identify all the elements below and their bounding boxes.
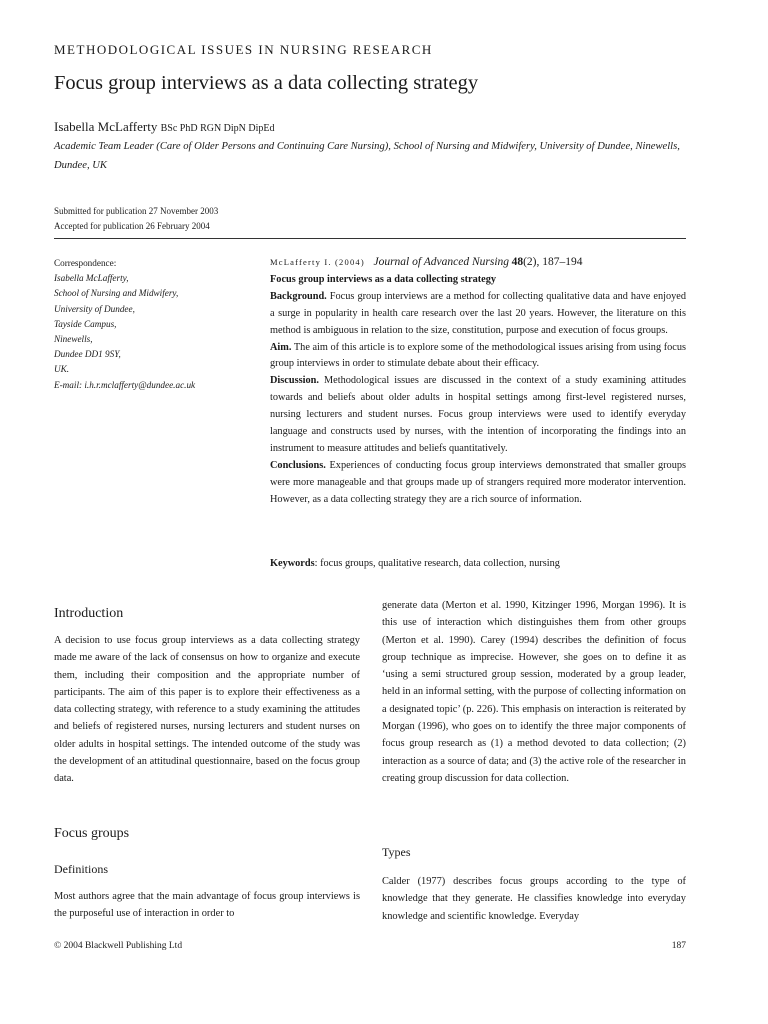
correspondence-line: Dundee DD1 9SY, (54, 349, 121, 360)
right-column-paragraph: generate data (Merton et al. 1990, Kitzinger 1996, Morgan 1996). It is this use of interaction which distinguishes them from other groups (Merton et al. 1990). Carey (1994) describes the definition of focus group technique as imprecise. However, she goes on to define it as ‘using a semi structured group session, moderated by a group leader, held in an informal setting, with the purpose of collecting information on a designated topic’ (p. 226). This emphasis on interaction is reiterated by Morgan (1996), who goes on to identify the three major components of focus group research as (1) a method devoted to data collection; (2) interaction as a source of data; and (3) the active role of the researcher in creating group discussion for data collection. (382, 600, 686, 784)
citation-volume: 48 (511, 256, 524, 268)
header-divider (54, 238, 686, 239)
types-paragraph: Calder (1977) describes focus groups according to the type of knowledge that they generate. He classifies knowledge into everyday knowledge and scientific knowledge. Everyday (382, 876, 686, 922)
submitted-date: Submitted for publication 27 November 2003 (54, 206, 219, 216)
abstract-title: Focus group interviews as a data collecting strategy (270, 273, 497, 285)
discussion-text: Methodological issues are discussed in the context of a study examining attitudes towards and beliefs about older adults in hospital settings among first-level registered nurses, nursing lecturers and student nurses. Focus group interviews were used to identify everyday language and constructs used by nurses, with the intention of incorporating the findings into an instrument to measure attitudes and beliefs quantitatively. (270, 375, 686, 454)
author-credentials: BSc PhD RGN DipN DipEd (160, 123, 275, 134)
correspondence-line: Isabella McLafferty, (54, 273, 129, 284)
abstract-conclusions (270, 458, 686, 509)
keywords (270, 558, 560, 569)
conclusions-label: Conclusions. (270, 459, 326, 471)
citation-pages: (2), 187–194 (523, 256, 583, 268)
background-label: Background. (270, 290, 327, 302)
citation-journal: Journal of Advanced Nursing (373, 256, 510, 268)
definitions-paragraph: Most authors agree that the main advantage of focus group interviews is the purposeful use of interaction in order to (54, 891, 360, 920)
article-title: Focus group interviews as a data collecting strategy (54, 72, 479, 94)
author-name: Isabella McLafferty (54, 119, 158, 134)
introduction-paragraph: A decision to use focus group interviews as a data collecting strategy made me aware of the lack of consensus on how to organize and execute them, including their composition and the appropriate number of participants. The aim of this paper is to explore their effectiveness as a data collecting strategy, with reference to a study examining the attitudes and beliefs of registered nurses, nursing lecturers and student nurses on older adults in hospital settings. The intended outcome of the study was the development of an attitudinal questionnaire, based on the focus group data. (54, 635, 360, 785)
author-line (54, 119, 275, 135)
keywords-label: Keywords (270, 558, 315, 569)
correspondence-email: E-mail: i.h.r.mclafferty@dundee.ac.uk (54, 379, 196, 390)
correspondence-line: UK. (54, 364, 70, 375)
correspondence-block (54, 256, 254, 393)
aim-text: The aim of this article is to explore some of the methodological issues arising from using focus group interviews in order to stimulate debate about their efficacy. (270, 341, 686, 370)
keywords-colon: : (314, 558, 321, 569)
citation-line (270, 254, 686, 272)
abstract-aim (270, 340, 686, 374)
journal-section-heading: METHODOLOGICAL ISSUES IN NURSING RESEARCH (54, 42, 433, 57)
conclusions-text: Experiences of conducting focus group interviews demonstrated that smaller groups were more manageable and that groups made up of strangers required more moderator intervention. However, as a data collecting strategy they are a rich source of information. (270, 459, 687, 505)
introduction-heading: Introduction (54, 606, 124, 621)
correspondence-label: Correspondence: (54, 258, 117, 268)
publication-dates (54, 204, 218, 234)
focus-groups-heading: Focus groups (54, 826, 130, 841)
correspondence-line: School of Nursing and Midwifery, (54, 288, 179, 299)
page-number: 187 (671, 941, 686, 951)
accepted-date: Accepted for publication 26 February 2004 (54, 221, 210, 231)
abstract-discussion (270, 373, 686, 458)
abstract-background (270, 289, 686, 340)
definitions-heading: Definitions (54, 862, 108, 876)
types-heading: Types (382, 845, 411, 859)
author-affiliation: Academic Team Leader (Care of Older Persons and Continuing Care Nursing), School of Nursing and Midwifery, University of Dundee, Ninewells, Dundee, UK (54, 141, 680, 171)
copyright-notice: © 2004 Blackwell Publishing Ltd (54, 941, 183, 951)
keywords-text: focus groups, qualitative research, data collection, nursing (320, 558, 560, 569)
aim-label: Aim. (270, 341, 292, 353)
correspondence-line: Tayside Campus, (54, 318, 117, 329)
citation-author: McLafferty I. (2004) (270, 257, 365, 267)
discussion-label: Discussion. (270, 375, 319, 387)
abstract (270, 254, 686, 509)
correspondence-line: University of Dundee, (54, 303, 135, 314)
correspondence-line: Ninewells, (54, 334, 93, 345)
background-text: Focus group interviews are a method for collecting qualitative data and have enjoyed a surge in popularity in health care research over the last 20 years. However, the literature on this method is ambiguous in relation to the size, constitution, purpose and execution of focus groups. (270, 290, 686, 336)
